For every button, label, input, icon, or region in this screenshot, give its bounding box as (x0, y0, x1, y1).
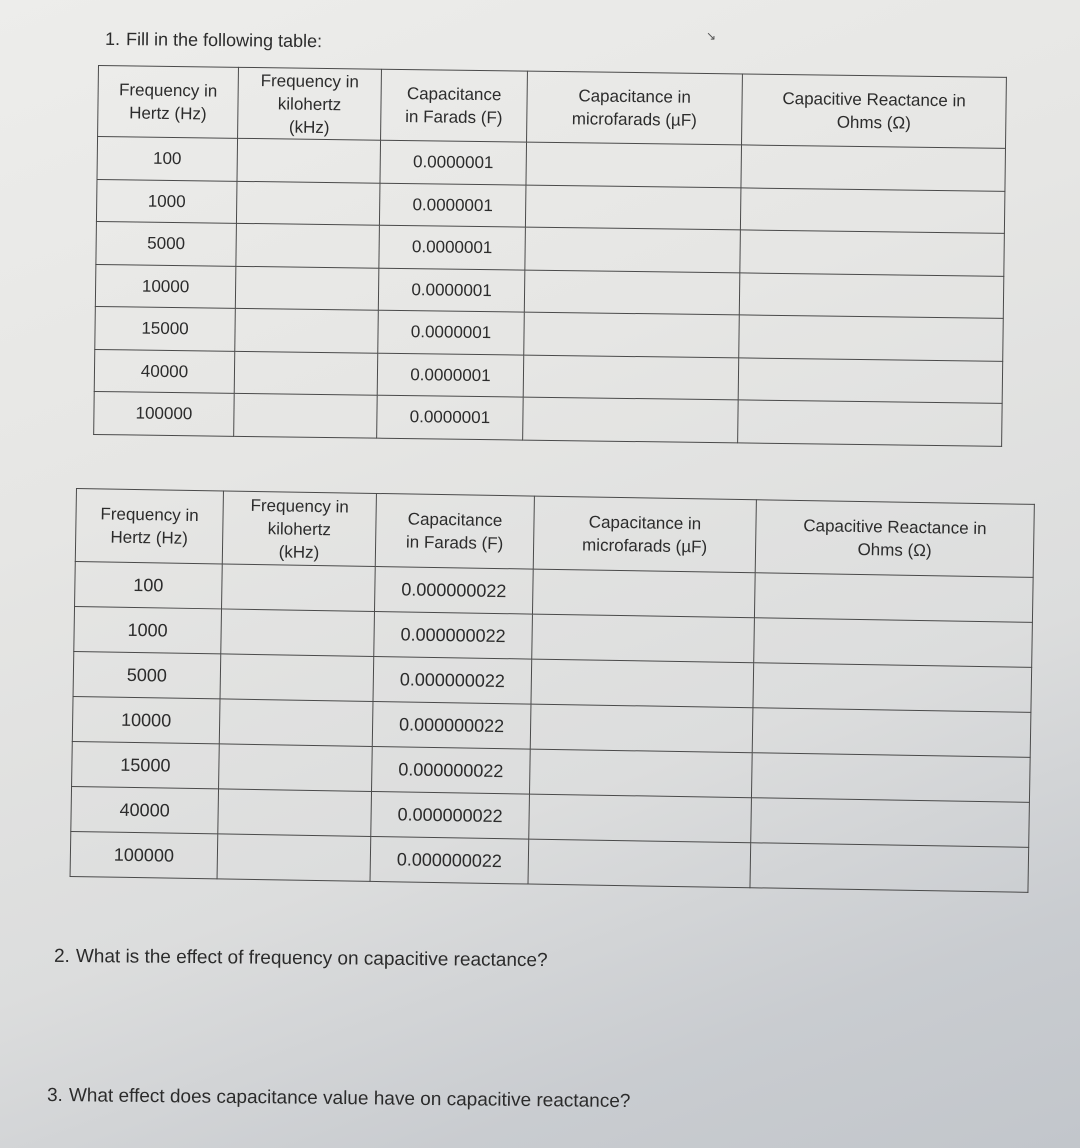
frequency-khz-blank[interactable] (221, 609, 375, 657)
header-line: Capacitance in (588, 512, 702, 534)
frequency-khz-blank[interactable] (235, 308, 379, 352)
reactance-blank[interactable] (739, 315, 1004, 361)
header-line: Frequency in (250, 495, 350, 517)
reactance-blank[interactable] (752, 708, 1031, 758)
frequency-khz-blank[interactable] (234, 351, 378, 395)
frequency-hz-cell: 15000 (72, 741, 220, 788)
capacitance-microfarads-blank[interactable] (532, 614, 755, 663)
header-line: Ohms (Ω) (836, 112, 911, 133)
frequency-hz-cell: 5000 (73, 651, 221, 698)
capacitance-farads-cell: 0.0000001 (377, 395, 524, 439)
capacitance-microfarads-blank[interactable] (528, 839, 751, 888)
reactance-blank[interactable] (751, 753, 1030, 803)
reactance-blank[interactable] (751, 798, 1030, 848)
header-line: microfarads (µF) (571, 109, 697, 130)
header-line: Frequency in (100, 504, 199, 526)
question-1-text: Fill in the following table: (125, 29, 323, 52)
table-header-row (98, 66, 1007, 149)
capacitance-farads-cell: 0.000000022 (373, 656, 532, 704)
frequency-hz-cell: 100 (75, 561, 223, 608)
header-line: Ohms (Ω) (857, 539, 932, 561)
reactance-blank[interactable] (754, 618, 1033, 668)
capacitance-microfarads-blank[interactable] (529, 749, 752, 798)
frequency-khz-blank[interactable] (236, 223, 380, 267)
frequency-hz-cell: 40000 (94, 349, 235, 393)
question-3-number: 3. (46, 1084, 63, 1107)
frequency-hz-cell: 40000 (71, 786, 219, 833)
frequency-khz-blank[interactable] (218, 789, 372, 837)
question-2-number: 2. (53, 945, 70, 967)
header-line: Capacitance (406, 84, 502, 105)
frequency-khz-blank[interactable] (235, 266, 379, 310)
capacitance-microfarads-blank[interactable] (532, 569, 755, 618)
capacitance-microfarads-blank[interactable] (524, 270, 740, 315)
reactance-blank[interactable] (738, 400, 1003, 446)
reactance-blank[interactable] (750, 843, 1029, 893)
reactance-blank[interactable] (739, 272, 1004, 318)
header-frequency-khz (222, 491, 376, 567)
header-line: Capacitive Reactance in (782, 88, 966, 111)
header-frequency-hz (75, 489, 223, 564)
question-3-text: What effect does capacitance value have on capacitive reactance? (68, 1085, 631, 1113)
header-line: Capacitance in (578, 86, 691, 107)
frequency-hz-cell: 100000 (70, 831, 218, 878)
reactance-blank[interactable] (738, 357, 1003, 403)
header-capacitance-farads (375, 493, 534, 569)
frequency-hz-cell: 10000 (95, 264, 236, 308)
reactance-blank[interactable] (741, 145, 1006, 191)
frequency-khz-blank[interactable] (219, 744, 373, 792)
capacitance-microfarads-blank[interactable] (523, 397, 739, 442)
header-frequency-khz (238, 67, 382, 140)
capacitance-microfarads-blank[interactable] (529, 794, 752, 843)
frequency-hz-cell: 1000 (74, 606, 222, 653)
table-capacitance-0-022uf (70, 488, 1035, 893)
capacitance-farads-cell: 0.0000001 (378, 310, 525, 354)
question-1-number: 1. (104, 28, 121, 50)
reactance-blank[interactable] (740, 230, 1005, 276)
frequency-khz-blank[interactable] (236, 181, 380, 225)
question-2 (54, 946, 548, 972)
header-line: in Farads (F) (405, 532, 504, 554)
header-capacitance-microfarads (527, 71, 743, 145)
capacitance-microfarads-blank[interactable] (524, 312, 740, 357)
capacitance-microfarads-blank[interactable] (525, 227, 741, 272)
frequency-hz-cell: 10000 (72, 696, 220, 743)
capacitance-microfarads-blank[interactable] (525, 185, 741, 230)
header-line: kilohertz (277, 93, 342, 114)
capacitance-farads-cell: 0.000000022 (374, 566, 533, 614)
header-line: Hertz (Hz) (129, 103, 207, 124)
capacitance-farads-cell: 0.000000022 (370, 836, 529, 884)
header-line: kilohertz (267, 518, 332, 539)
frequency-khz-blank[interactable] (222, 564, 376, 612)
header-line: (kHz) (288, 117, 330, 137)
header-line: microfarads (µF) (581, 535, 708, 557)
header-capacitance-farads (381, 69, 528, 142)
frequency-khz-blank[interactable] (234, 393, 378, 437)
header-frequency-hz (98, 66, 239, 139)
frequency-hz-cell: 100000 (94, 391, 235, 435)
capacitance-farads-cell: 0.000000022 (372, 701, 531, 749)
table-capacitance-0-1uf (93, 65, 1007, 446)
frequency-hz-cell: 1000 (96, 179, 237, 223)
header-line: in Farads (F) (405, 107, 503, 128)
header-line: Frequency in (260, 70, 360, 91)
question-3 (47, 1085, 631, 1113)
header-line: Capacitive Reactance in (803, 516, 987, 539)
frequency-khz-blank[interactable] (237, 138, 381, 182)
header-capacitance-microfarads (533, 496, 756, 573)
header-line: Hertz (Hz) (110, 527, 189, 548)
frequency-khz-blank[interactable] (220, 654, 374, 702)
capacitance-farads-cell: 0.000000022 (374, 611, 533, 659)
header-line: Capacitance (407, 509, 503, 531)
header-line: (kHz) (278, 541, 320, 562)
frequency-hz-cell: 100 (97, 137, 238, 181)
reactance-blank[interactable] (753, 663, 1032, 713)
frequency-khz-blank[interactable] (219, 699, 373, 747)
capacitance-microfarads-blank[interactable] (531, 659, 754, 708)
frequency-khz-blank[interactable] (217, 834, 371, 882)
question-1 (105, 29, 322, 52)
header-capacitive-reactance (755, 500, 1034, 578)
pen-mark: ↘ (706, 29, 717, 43)
header-line: Frequency in (118, 80, 218, 101)
capacitance-microfarads-blank[interactable] (526, 142, 742, 187)
capacitance-microfarads-blank[interactable] (530, 704, 753, 753)
capacitance-farads-cell: 0.0000001 (377, 353, 524, 397)
question-2-text: What is the effect of frequency on capacitive reactance? (75, 946, 548, 972)
header-capacitive-reactance (742, 74, 1007, 148)
reactance-blank[interactable] (754, 573, 1033, 623)
frequency-hz-cell: 5000 (96, 221, 237, 265)
capacitance-farads-cell: 0.0000001 (378, 268, 525, 312)
capacitance-farads-cell: 0.0000001 (380, 140, 527, 184)
capacitance-farads-cell: 0.0000001 (379, 183, 526, 227)
capacitance-farads-cell: 0.000000022 (371, 791, 530, 839)
capacitance-microfarads-blank[interactable] (523, 355, 739, 400)
capacitance-farads-cell: 0.0000001 (379, 225, 526, 269)
capacitance-farads-cell: 0.000000022 (372, 746, 531, 794)
reactance-blank[interactable] (740, 187, 1005, 233)
frequency-hz-cell: 15000 (95, 306, 236, 350)
